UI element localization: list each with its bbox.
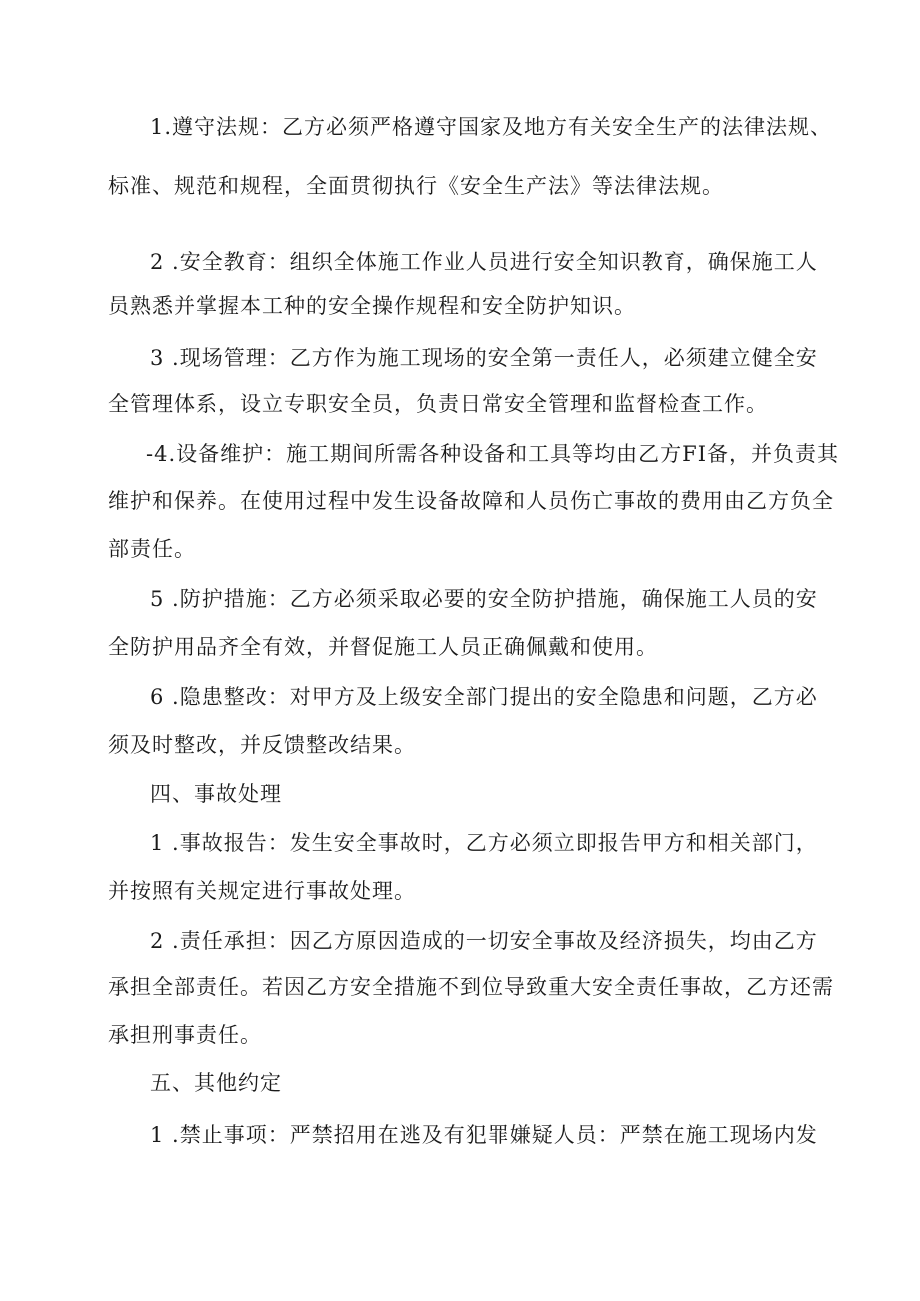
sec3-item2-line1: 2 .安全教育：组织全体施工作业人员进行安全知识教育，确保施工人 — [150, 250, 818, 274]
sec3-item1-line2: 标准、规范和规程，全面贯彻执行《安全生产法》等法律法规。 — [108, 174, 724, 198]
sec4-item2-line2: 承担全部责任。若因乙方安全措施不到位导致重大安全责任事故，乙方还需 — [108, 975, 834, 999]
sec4-item2-line1: 2 .责任承担：因乙方原因造成的一切安全事故及经济损失，均由乙方 — [150, 929, 818, 953]
section-heading-other-agreements: 五、其他约定 — [150, 1071, 282, 1095]
sec3-item5-line1: 5 .防护措施：乙方必须采取必要的安全防护措施，确保施工人员的安 — [150, 587, 818, 611]
sec3-item1-line1: 1.遵守法规：乙方必须严格遵守国家及地方有关安全生产的法律法规、 — [150, 115, 833, 139]
sec3-item4-line2: 维护和保养。在使用过程中发生设备故障和人员伤亡事故的费用由乙方负全 — [108, 489, 834, 513]
sec4-item1-line2: 并按照有关规定进行事故处理。 — [108, 879, 416, 903]
sec4-item1-line1: 1 .事故报告：发生安全事故时，乙方必须立即报告甲方和相关部门， — [150, 831, 818, 855]
sec4-item2-line3: 承担刑事责任。 — [108, 1023, 262, 1047]
sec3-item6-line1: 6 .隐患整改：对甲方及上级安全部门提出的安全隐患和问题，乙方必 — [150, 685, 818, 709]
sec3-item5-line2: 全防护用品齐全有效，并督促施工人员正确佩戴和使用。 — [108, 635, 658, 659]
sec3-item4-line1: -4.设备维护：施工期间所需各种设备和工具等均由乙方FI备，并负责其 — [146, 442, 839, 466]
sec5-item1-line1: 1 .禁止事项：严禁招用在逃及有犯罪嫌疑人员：严禁在施工现场内发 — [150, 1123, 818, 1147]
sec3-item6-line2: 须及时整改，并反馈整改结果。 — [108, 733, 416, 757]
sec3-item2-line2: 员熟悉并掌握本工种的安全操作规程和安全防护知识。 — [108, 294, 636, 318]
sec3-item3-line2: 全管理体系，设立专职安全员，负责日常安全管理和监督检查工作。 — [108, 392, 768, 416]
sec3-item3-line1: 3 .现场管理：乙方作为施工现场的安全第一责任人，必须建立健全安 — [150, 346, 818, 370]
sec3-item4-line3: 部责任。 — [108, 537, 196, 561]
section-heading-accident-handling: 四、事故处理 — [150, 782, 282, 806]
